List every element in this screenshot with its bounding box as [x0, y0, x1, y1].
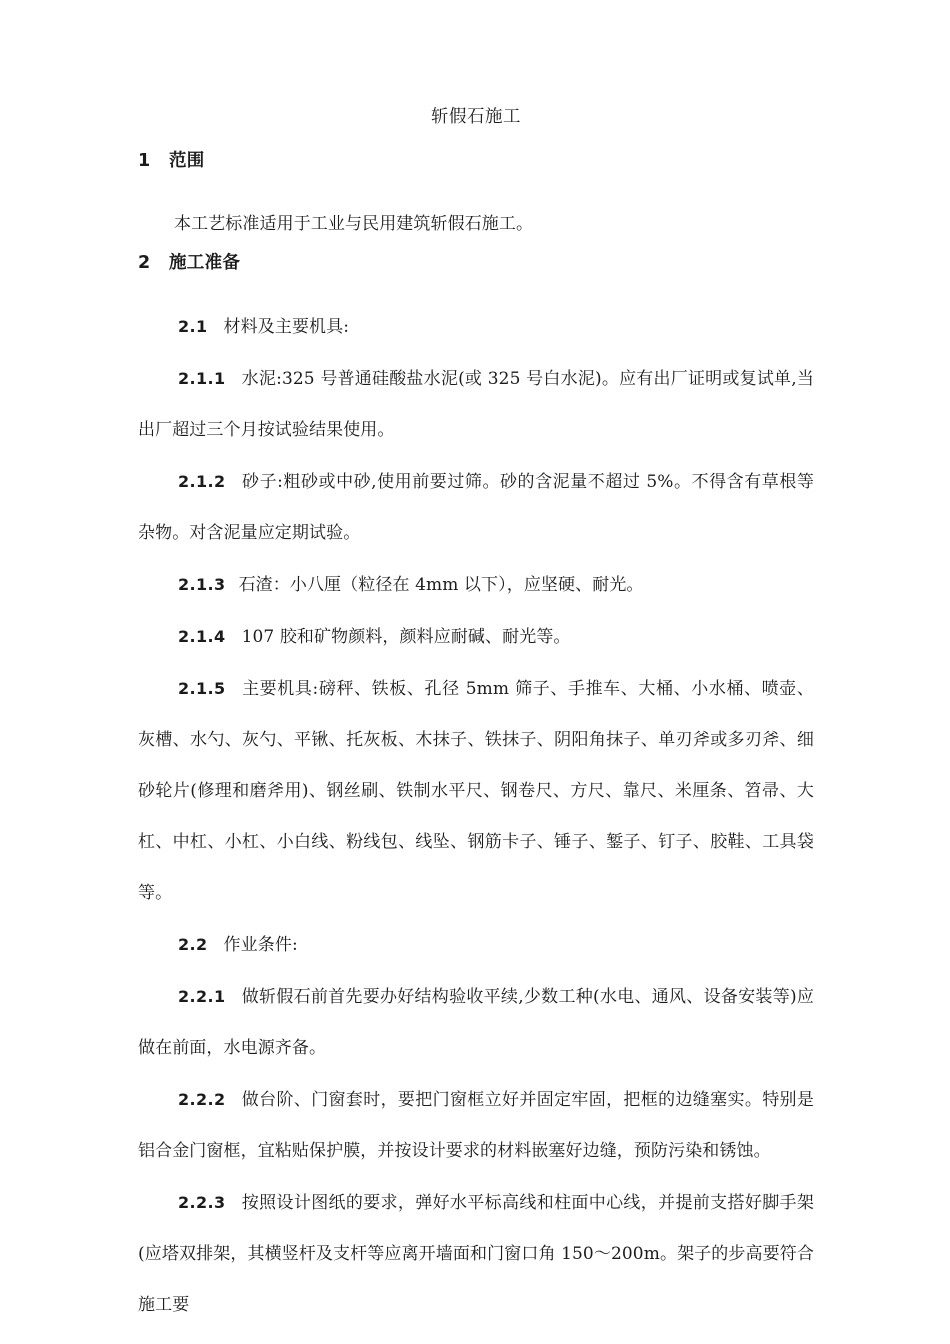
clause-2-2-1 — [138, 971, 814, 1074]
clause-text-2-2-2: 做台阶、门窗套时，要把门窗框立好并固定牢固，把框的边缝塞实。特别是铝合金门窗框，宜粘贴保护膜，并按设计要求的材料嵌塞好边缝，预防污染和锈蚀。 — [138, 1090, 814, 1161]
clause-2-1-2 — [138, 456, 814, 559]
clause-text-2-1: 材料及主要机具: — [223, 317, 350, 337]
clause-text-2-1-3: 石渣：小八厘（粒径在 4mm 以下），应坚硬、耐光。 — [238, 575, 644, 595]
clause-text-2-1-5: 主要机具:磅秤、铁板、孔径 5mm 筛子、手推车、大桶、小水桶、喷壶、灰槽、水勺、灰勺、平锹、托灰板、木抹子、铁抹子、阴阳角抹子、单刃斧或多刃斧、细砂轮片(修理和磨斧用)、钢丝刷、铁制水平尺、钢卷尺、方尺、靠尺、米厘条、笤帚、大杠、中杠、小杠、小白线、粉线包、线坠、钢筋卡子、锤子、錾子、钉子、胶鞋、工具袋等。 — [138, 679, 814, 903]
clause-number-2-1-1: 2.1.1 — [178, 369, 226, 388]
clause-2-1-5 — [138, 663, 814, 919]
section-heading-2 — [138, 250, 814, 301]
clause-number-2-2-1: 2.2.1 — [178, 987, 226, 1006]
document-content — [138, 104, 814, 1331]
section-number-1: 1 — [138, 151, 151, 171]
clause-2-1 — [138, 301, 814, 353]
clause-2-1-4 — [138, 611, 814, 663]
clause-number-2-1-2: 2.1.2 — [178, 472, 226, 491]
clause-number-2-1-4: 2.1.4 — [178, 627, 226, 646]
clause-number-2-2: 2.2 — [178, 935, 208, 954]
section-title-1: 范围 — [169, 151, 205, 171]
clause-2-1-1 — [138, 353, 814, 456]
section-heading-1 — [138, 148, 814, 199]
clause-text-2-1-4: 107 胶和矿物颜料，颜料应耐碱、耐光等。 — [241, 627, 571, 647]
section-title-2: 施工准备 — [169, 253, 241, 273]
clause-number-2-1-3: 2.1.3 — [178, 575, 226, 594]
clause-text-2-1-2: 砂子:粗砂或中砂,使用前要过筛。砂的含泥量不超过 5%。不得含有草根等杂物。对含泥量应定期试验。 — [138, 472, 814, 543]
clause-text-2-1-1: 水泥:325 号普通硅酸盐水泥(或 325 号白水泥)。应有出厂证明或复试单,当出厂超过三个月按试验结果使用。 — [138, 369, 814, 440]
clause-2-2-3 — [138, 1177, 814, 1331]
clause-text-2-2-3: 按照设计图纸的要求，弹好水平标高线和柱面中心线，并提前支搭好脚手架(应塔双排架，其横竖杆及支杆等应离开墙面和门窗口角 150〜200m。架子的步高要符合施工要 — [138, 1193, 814, 1315]
clause-2-1-3 — [138, 559, 814, 611]
clause-number-2-2-3: 2.2.3 — [178, 1193, 226, 1212]
clause-text-2-2: 作业条件: — [223, 935, 298, 955]
section-number-2: 2 — [138, 253, 151, 273]
clause-number-2-1-5: 2.1.5 — [178, 679, 226, 698]
page-title: 斩假石施工 — [431, 107, 521, 127]
clause-text-2-2-1: 做斩假石前首先要办好结构验收平续,少数工种(水电、通风、设备安装等)应做在前面，水电源齐备。 — [138, 987, 814, 1058]
clause-2-2-2 — [138, 1074, 814, 1177]
clause-2-2 — [138, 919, 814, 971]
paragraph-1-1: 本工艺标准适用于工业与民用建筑斩假石施工。 — [174, 214, 534, 234]
clause-number-2-2-2: 2.2.2 — [178, 1090, 226, 1109]
clause-number-2-1: 2.1 — [178, 317, 208, 336]
